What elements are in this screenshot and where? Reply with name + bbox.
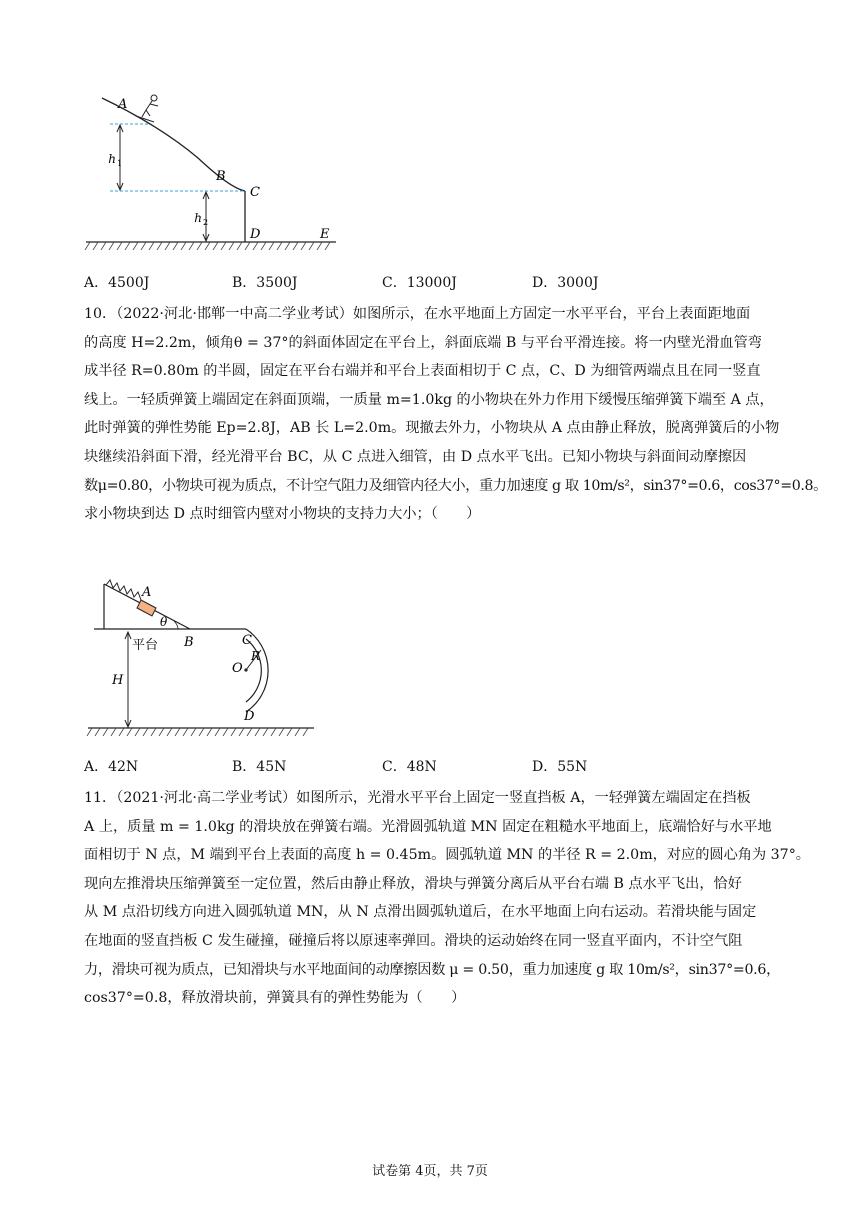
- q10-line-3: 成半径 R=0.80m 的半圆，固定在平台右端并和平台上表面相切于 C 点，C、D 为细管两端点且在同一竖直: [84, 363, 761, 380]
- q11-line-6: 在地面的竖直挡板 C 发生碰撞，碰撞后将以原速率弹回。滑块的运动始终在同一竖直平面内，不计空气阻: [84, 932, 743, 949]
- q10-line-5: 此时弹簧的弹性势能 Ep=2.8J，AB 长 L=2.0m。现撤去外力，小物块从 A 点由静止释放，脱离弹簧后的小物: [84, 420, 780, 437]
- q11-line-2: A 上，质量 m = 1.0kg 的滑块放在弹簧右端。光滑圆弧轨道 MN 固定在粗糙水平地面上，底端恰好与水平地: [84, 818, 772, 835]
- q11-line-1: 11．（2021·河北·高二学业考试）如图所示，光滑水平平台上固定一竖直挡板 A，一轻弹簧左端固定在挡板: [84, 790, 751, 806]
- label-A: A: [118, 97, 128, 112]
- q10-option-c[interactable]: C．48N: [382, 759, 437, 775]
- label-h1-sub: 1: [117, 159, 123, 168]
- label-E: E: [320, 227, 330, 242]
- block-a: [137, 600, 156, 616]
- q11-line-7: 力，滑块可视为质点，已知滑块与水平地面间的动摩擦因数 μ = 0.50，重力加速度 g 取 10m/s²，sin37°=0.6，: [84, 961, 781, 978]
- q10-option-d[interactable]: D．55N: [532, 759, 588, 775]
- spring-icon: [106, 580, 141, 600]
- q10-line-4: 线上。一轻质弹簧上端固定在斜面顶端，一质量 m=1.0kg 的小物块在外力作用下缓慢压缩弹簧下端至 A 点，: [84, 391, 774, 408]
- fig2-label-theta: θ: [160, 615, 168, 629]
- fig2-label-C: C: [242, 633, 252, 648]
- q11-line-8: cos37°=0.8，释放滑块前，弹簧具有的弹性势能为（ ）: [84, 990, 466, 1007]
- q11-line-3: 面相切于 N 点，M 端到平台上表面的高度 h = 0.45m。圆弧轨道 MN 的半径 R = 2.0m，对应的圆心角为 37°。: [84, 847, 810, 864]
- label-h1: h: [108, 152, 116, 166]
- fig2-label-D: D: [244, 709, 255, 724]
- q10-line-7: 数μ=0.80，小物块可视为质点，不计空气阻力及细管内径大小，重力加速度 g 取 10m/s²，sin37°=0.6，cos37°=0.8。: [84, 477, 827, 494]
- q10-line-2: 的高度 H=2.2m，倾角θ = 37°的斜面体固定在平台上，斜面底端 B 与平台平滑连接。将一内壁光滑血管弯: [84, 334, 762, 351]
- q11-line-4: 现向左推滑块压缩弹簧至一定位置，然后由静止释放，滑块与弹簧分离后从平台右端 B 点水平飞出，恰好: [84, 875, 742, 892]
- label-h2-sub: 2: [203, 218, 209, 227]
- skier-slope-figure: [80, 88, 350, 258]
- q10-option-a[interactable]: A．42N: [84, 759, 139, 775]
- fig2-label-A: A: [142, 585, 152, 600]
- label-D: D: [250, 227, 261, 242]
- page-footer: 试卷第 4页，共 7页: [372, 1164, 488, 1179]
- q10-text: [84, 300, 827, 529]
- q9-option-b[interactable]: B．3500J: [232, 275, 298, 291]
- q9-option-c[interactable]: C．13000J: [382, 275, 457, 291]
- ground-hatch: [85, 242, 330, 250]
- incline-tube-figure: [86, 572, 326, 742]
- q9-option-d[interactable]: D．3000J: [532, 275, 599, 291]
- q10-line-1: 10．（2022·河北·邯郸一中高二学业考试）如图所示，在水平地面上方固定一水平平台，平台上表面距地面: [84, 306, 751, 322]
- fig2-label-B: B: [184, 635, 194, 650]
- fig2-label-O: O: [232, 661, 243, 676]
- q9-option-a[interactable]: A．4500J: [84, 275, 150, 291]
- q9-options: [84, 272, 784, 294]
- label-B: B: [216, 169, 226, 184]
- fig2-label-platform: 平台: [132, 638, 159, 653]
- q10-options: [84, 756, 784, 778]
- label-h2: h: [194, 211, 202, 225]
- ground-hatch-2: [87, 728, 308, 736]
- q11-line-5: 从 M 点沿切线方向进入圆弧轨道 MN，从 N 点滑出圆弧轨道后，在水平地面上向右运动。若滑块能与固定: [84, 904, 757, 921]
- q11-text: [84, 784, 810, 1013]
- q10-line-8: 求小物块到达 D 点时细管内壁对小物块的支持力大小；（ ）: [84, 506, 481, 523]
- fig2-label-R: R: [251, 649, 261, 663]
- q10-line-6: 块继续沿斜面下滑，经光滑平台 BC，从 C 点进入细管，由 D 点水平飞出。已知小物块与斜面间动摩擦因: [84, 448, 747, 465]
- q10-option-b[interactable]: B．45N: [232, 759, 287, 775]
- label-C: C: [250, 185, 260, 200]
- fig2-label-H: H: [112, 673, 124, 688]
